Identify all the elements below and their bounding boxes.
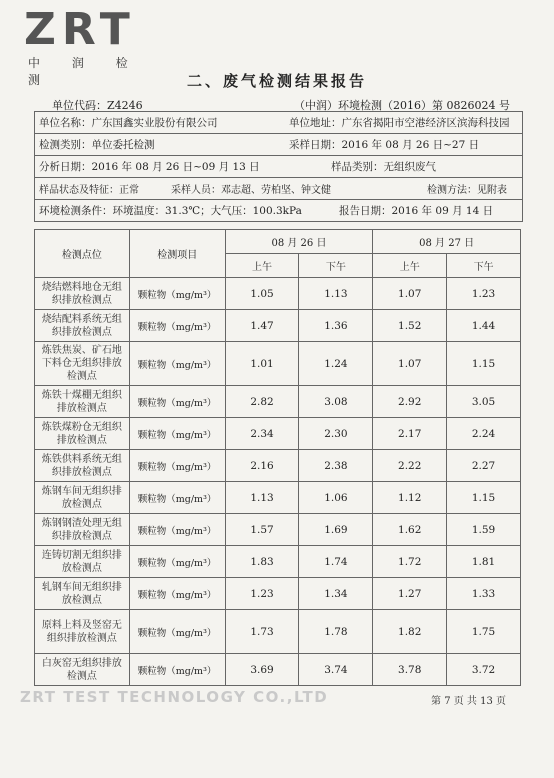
table-row xyxy=(35,310,521,342)
cell-value: 1.06 xyxy=(299,482,373,514)
info-row-status xyxy=(35,178,522,200)
cell-item: 颗粒物（mg/m³） xyxy=(129,310,225,342)
cell-point: 原料上料及竖窑无组织排放检测点 xyxy=(35,610,130,654)
cell-value: 1.75 xyxy=(447,610,521,654)
header-date-1: 08 月 26 日 xyxy=(225,230,373,254)
cell-item: 颗粒物（mg/m³） xyxy=(129,514,225,546)
cell-item: 颗粒物（mg/m³） xyxy=(129,386,225,418)
unit-code: 单位代码：Z4246 xyxy=(52,99,143,112)
cell-value: 2.16 xyxy=(225,450,299,482)
cell-item: 颗粒物（mg/m³） xyxy=(129,546,225,578)
info-row-analysis xyxy=(35,156,522,178)
cell-point: 烧结燃料地仓无组织排放检测点 xyxy=(35,278,130,310)
analysis-date: 分析日期：2016 年 08 月 26 日~09 月 13 日 xyxy=(39,161,260,173)
cell-value: 1.52 xyxy=(373,310,447,342)
cell-value: 1.83 xyxy=(225,546,299,578)
table-row xyxy=(35,654,521,686)
cell-value: 1.62 xyxy=(373,514,447,546)
page-number: 第 7 页 共 13 页 xyxy=(431,696,506,707)
info-row-conditions xyxy=(35,200,522,222)
cell-value: 1.47 xyxy=(225,310,299,342)
header-am-1: 上午 xyxy=(225,254,299,278)
cell-point: 炼铁煤粉仓无组织排放检测点 xyxy=(35,418,130,450)
table-row xyxy=(35,610,521,654)
cell-value: 1.59 xyxy=(447,514,521,546)
header-pm-2: 下午 xyxy=(447,254,521,278)
table-row xyxy=(35,546,521,578)
cell-value: 1.23 xyxy=(447,278,521,310)
table-row xyxy=(35,482,521,514)
table-row xyxy=(35,578,521,610)
env-conditions: 环境检测条件：环境温度：31.3℃；大气压：100.3kPa xyxy=(39,205,302,217)
cell-point: 炼铁焦炭、矿石地下料仓无组织排放检测点 xyxy=(35,342,130,386)
cell-point: 炼铁十煤棚无组织排放检测点 xyxy=(35,386,130,418)
cell-value: 1.72 xyxy=(373,546,447,578)
header-date-2: 08 月 27 日 xyxy=(373,230,521,254)
cell-item: 颗粒物（mg/m³） xyxy=(129,578,225,610)
cell-value: 1.33 xyxy=(447,578,521,610)
cell-value: 2.34 xyxy=(225,418,299,450)
cell-value: 1.34 xyxy=(299,578,373,610)
report-number: （中润）环境检测（2016）第 0826024 号 xyxy=(294,99,510,112)
cell-item: 颗粒物（mg/m³） xyxy=(129,278,225,310)
cell-value: 1.27 xyxy=(373,578,447,610)
cell-value: 1.82 xyxy=(373,610,447,654)
cell-value: 1.81 xyxy=(447,546,521,578)
header-am-2: 上午 xyxy=(373,254,447,278)
cell-item: 颗粒物（mg/m³） xyxy=(129,610,225,654)
test-type: 检测类别：单位委托检测 xyxy=(39,139,155,151)
header-item: 检测项目 xyxy=(129,230,225,278)
company-address: 单位地址：广东省揭阳市空港经济区滨海科技园 xyxy=(289,117,510,129)
cell-value: 1.57 xyxy=(225,514,299,546)
cell-value: 1.01 xyxy=(225,342,299,386)
cell-value: 1.15 xyxy=(447,482,521,514)
cell-value: 1.78 xyxy=(299,610,373,654)
cell-point: 烧结配料系统无组织排放检测点 xyxy=(35,310,130,342)
samplers: 采样人员：邓志超、劳柏坚、钟文健 xyxy=(171,185,331,196)
report-date: 报告日期：2016 年 09 月 14 日 xyxy=(339,205,494,217)
cell-value: 1.24 xyxy=(299,342,373,386)
table-body xyxy=(35,278,521,686)
cell-value: 2.27 xyxy=(447,450,521,482)
cell-value: 2.17 xyxy=(373,418,447,450)
sample-type: 样品类别：无组织废气 xyxy=(331,161,436,173)
cell-value: 1.07 xyxy=(373,342,447,386)
cell-value: 1.13 xyxy=(299,278,373,310)
cell-value: 1.36 xyxy=(299,310,373,342)
table-row xyxy=(35,342,521,386)
logo-mark: ZRT xyxy=(24,4,136,55)
cell-value: 1.73 xyxy=(225,610,299,654)
cell-value: 1.12 xyxy=(373,482,447,514)
cell-value: 3.78 xyxy=(373,654,447,686)
cell-value: 3.72 xyxy=(447,654,521,686)
sampling-date: 采样日期：2016 年 08 月 26 日~27 日 xyxy=(289,139,480,151)
cell-point: 炼钢钢渣处理无组织排放检测点 xyxy=(35,514,130,546)
cell-value: 2.82 xyxy=(225,386,299,418)
sample-status: 样品状态及特征：正常 xyxy=(39,185,139,196)
report-title: 二、废气检测结果报告 xyxy=(186,72,367,90)
cell-value: 3.05 xyxy=(447,386,521,418)
cell-point: 白灰窑无组织排放检测点 xyxy=(35,654,130,686)
logo-subtitle: 中 润 检 测 xyxy=(28,56,142,87)
cell-value: 1.07 xyxy=(373,278,447,310)
table-row xyxy=(35,386,521,418)
cell-value: 1.23 xyxy=(225,578,299,610)
test-method: 检测方法：见附表 xyxy=(427,185,507,196)
cell-item: 颗粒物（mg/m³） xyxy=(129,450,225,482)
cell-value: 2.92 xyxy=(373,386,447,418)
cell-value: 2.38 xyxy=(299,450,373,482)
table-row xyxy=(35,418,521,450)
cell-value: 1.74 xyxy=(299,546,373,578)
footer-brand: ZRT TEST TECHNOLOGY CO.,LTD xyxy=(20,688,329,706)
cell-point: 连铸切割无组织排放检测点 xyxy=(35,546,130,578)
company-name: 单位名称：广东国鑫实业股份有限公司 xyxy=(39,117,218,129)
cell-point: 炼钢车间无组织排放检测点 xyxy=(35,482,130,514)
table-row xyxy=(35,278,521,310)
cell-item: 颗粒物（mg/m³） xyxy=(129,418,225,450)
cell-item: 颗粒物（mg/m³） xyxy=(129,342,225,386)
table-row xyxy=(35,450,521,482)
cell-value: 2.22 xyxy=(373,450,447,482)
cell-value: 1.69 xyxy=(299,514,373,546)
info-row-company xyxy=(35,112,522,134)
cell-value: 2.30 xyxy=(299,418,373,450)
cell-point: 轧钢车间无组织排放检测点 xyxy=(35,578,130,610)
cell-value: 3.69 xyxy=(225,654,299,686)
cell-value: 3.74 xyxy=(299,654,373,686)
table-row xyxy=(35,514,521,546)
cell-value: 1.44 xyxy=(447,310,521,342)
cell-value: 2.24 xyxy=(447,418,521,450)
cell-value: 3.08 xyxy=(299,386,373,418)
cell-value: 1.13 xyxy=(225,482,299,514)
cell-value: 1.05 xyxy=(225,278,299,310)
cell-value: 1.15 xyxy=(447,342,521,386)
info-block xyxy=(34,111,523,222)
cell-item: 颗粒物（mg/m³） xyxy=(129,654,225,686)
results-table xyxy=(34,229,521,686)
cell-item: 颗粒物（mg/m³） xyxy=(129,482,225,514)
cell-point: 炼铁供料系统无组织排放检测点 xyxy=(35,450,130,482)
header-point: 检测点位 xyxy=(35,230,130,278)
info-row-type xyxy=(35,134,522,156)
header-pm-1: 下午 xyxy=(299,254,373,278)
